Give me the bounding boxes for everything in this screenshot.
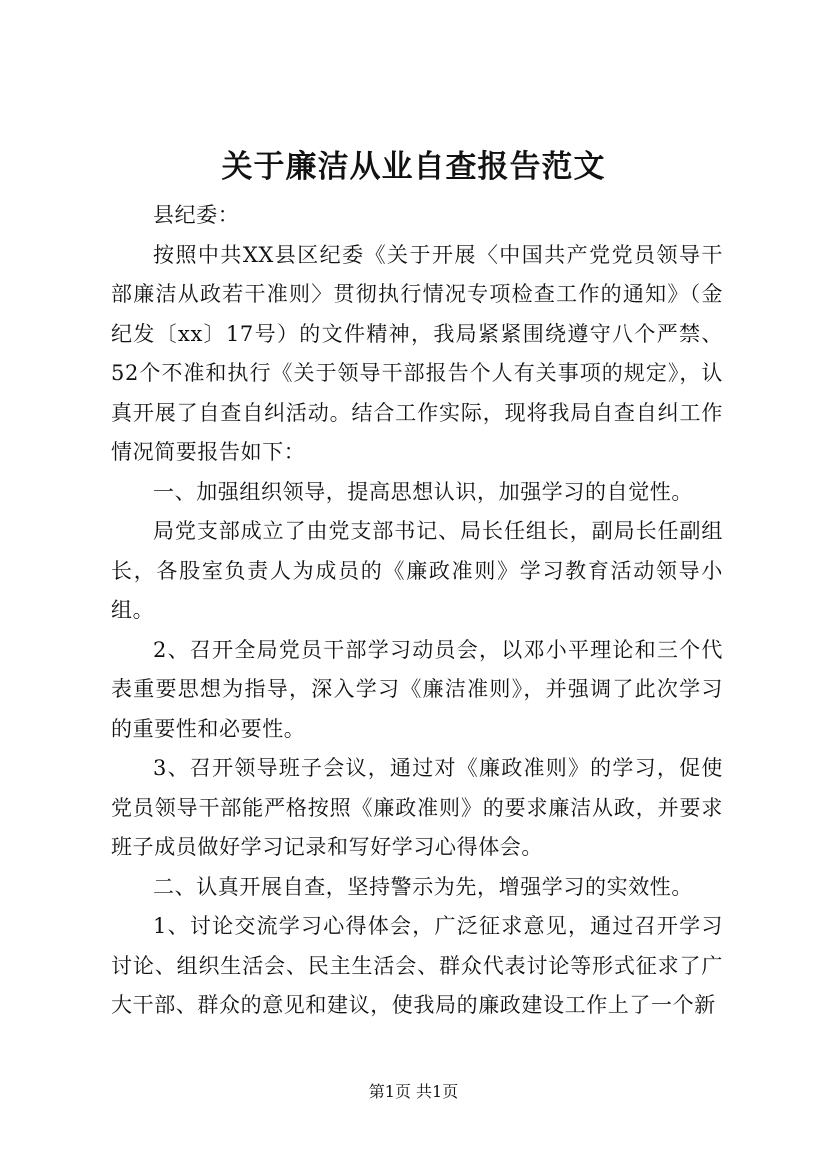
paragraph: 3、召开领导班子会议，通过对《廉政准则》的学习，促使党员领导干部能严格按照《廉政准则》的要求廉洁从政，并要求班子成员做好学习记录和写好学习心得体会。	[111, 756, 723, 859]
page-footer: 第1页 共1页	[368, 1082, 459, 1101]
paragraph: 局党支部成立了由党支部书记、局长任组长，副局长任副组长，各股室负责人为成员的《廉政准则》学习教育活动领导小组。	[111, 519, 723, 622]
section-heading-1: 一、加强组织领导，提高思想认识，加强学习的自觉性。	[153, 479, 693, 504]
document-body	[111, 196, 723, 1026]
paragraph: 2、召开全局党员干部学习动员会，以邓小平理论和三个代表重要思想为指导，深入学习《廉洁准则》，并强调了此次学习的重要性和必要性。	[111, 637, 723, 741]
document-title: 关于廉洁从业自查报告范文	[221, 149, 606, 185]
salutation: 县纪委：	[153, 203, 240, 227]
paragraph-intro: 按照中共XX县区纪委《关于开展〈中国共产党党员领导干部廉洁从政若干准则〉贯彻执行情况专项检查工作的通知》（金纪发〔xx〕17号）的文件精神，我局紧紧围绕遵守八个严禁、52个不准和执行《关于领导干部报告个人有关事项的规定》，认真开展了自查自纠活动。结合工作实际，现将我局自查自纠工作情况简要报告如下：	[111, 242, 723, 464]
section-heading-2: 二、认真开展自查，坚持警示为先，增强学习的实效性。	[153, 874, 693, 899]
paragraph: 1、讨论交流学习心得体会，广泛征求意见，通过召开学习讨论、组织生活会、民主生活会、群众代表讨论等形式征求了广大干部、群众的意见和建议，使我局的廉政建设工作上了一个新	[111, 914, 723, 1017]
